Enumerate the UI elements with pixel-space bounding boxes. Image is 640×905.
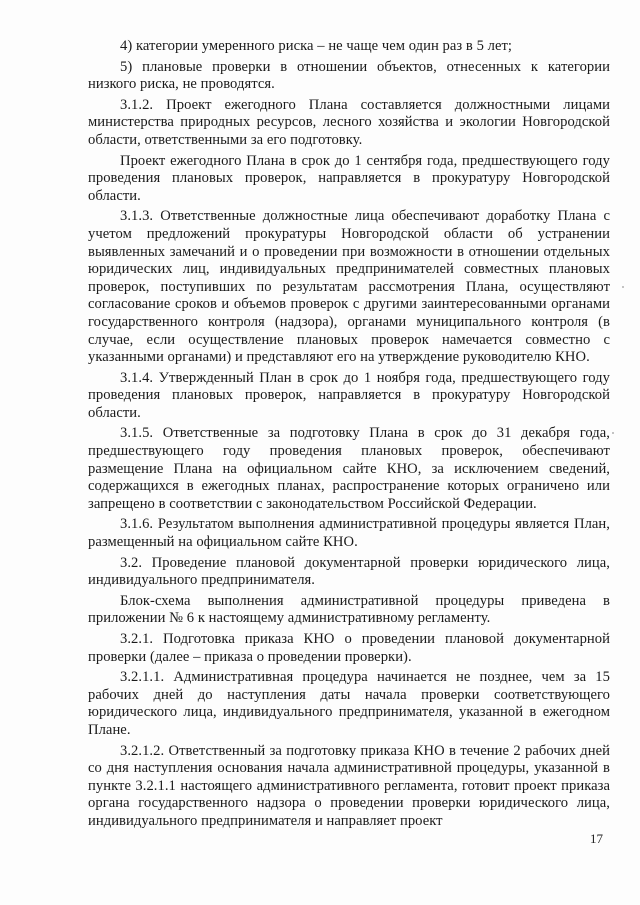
page-number: 17	[590, 831, 603, 846]
scan-speck	[612, 432, 614, 434]
document-body	[88, 38, 610, 831]
paragraph-3-1-2: 3.1.2. Проект ежегодного Плана составляется должностными лицами министерства природных ресурсов, лесного хозяйства и экологии Новгородской области, ответственными за его подготовку.	[88, 96, 610, 148]
paragraph-3-1-3: 3.1.3. Ответственные должностные лица обеспечивают доработку Плана с учетом предложений прокуратуры Новгородской области об устранении выявленных замечаний и о проведении при возможности в отношении отдельных юридических лиц, индивидуальных предпринимателей совместных плановых проверок, поступивших по результатам рассмотрения Плана, осуществляют согласование сроков и объемов проверок с другими заинтересованными органами государственного контроля (надзора), органами муниципального контроля (в случае, если осуществление плановых проверок намечается совместно с указанными органами) и представляют его на утверждение руководителю КНО.	[88, 208, 610, 366]
scan-speck	[622, 286, 624, 288]
paragraph-3-2-1-2: 3.2.1.2. Ответственный за подготовку приказа КНО в течение 2 рабочих дней со дня наступления основания начала административной процедуры, указанной в пункте 3.2.1.1 настоящего административного регламента, готовит проект приказа органа государственного надзора о проведении проверки юридического лица, индивидуального предпринимателя и направляет проект	[88, 742, 610, 829]
paragraph-draft-plan-deadline: Проект ежегодного Плана в срок до 1 сентября года, предшествующего году проведения плановых проверок, направляется в прокуратуру Новгородской области.	[88, 152, 610, 204]
paragraph-low-risk: 5) плановые проверки в отношении объектов, отнесенных к категории низкого риска, не проводятся.	[88, 58, 610, 93]
paragraph-3-1-5: 3.1.5. Ответственные за подготовку Плана в срок до 31 декабря года, предшествующего году проведения плановых проверок, обеспечивают размещение Плана на официальном сайте КНО, за исключением сведений, содержащихся в ежегодных планах, распространение которых ограничено или запрещено в соответствии с законодательством Российской Федерации.	[88, 425, 610, 512]
paragraph-3-2: 3.2. Проведение плановой документарной проверки юридического лица, индивидуального предпринимателя.	[88, 554, 610, 589]
paragraph-3-1-6: 3.1.6. Результатом выполнения административной процедуры является План, размещенный на официальном сайте КНО.	[88, 516, 610, 551]
paragraph-flowchart-reference: Блок-схема выполнения административной процедуры приведена в приложении № 6 к настоящему административному регламенту.	[88, 592, 610, 627]
paragraph-moderate-risk: 4) категории умеренного риска – не чаще чем один раз в 5 лет;	[120, 38, 513, 54]
paragraph-3-1-4: 3.1.4. Утвержденный План в срок до 1 ноября года, предшествующего году проведения плановых проверок, направляется в прокуратуру Новгородской области.	[88, 369, 610, 421]
paragraph-3-2-1: 3.2.1. Подготовка приказа КНО о проведении плановой документарной проверки (далее – приказа о проведении проверки).	[88, 631, 610, 665]
paragraph-3-2-1-1: 3.2.1.1. Административная процедура начинается не позднее, чем за 15 рабочих дней до наступления даты начала проверки соответствующего юридического лица, индивидуального предпринимателя, указанной в ежегодном Плане.	[88, 669, 610, 738]
